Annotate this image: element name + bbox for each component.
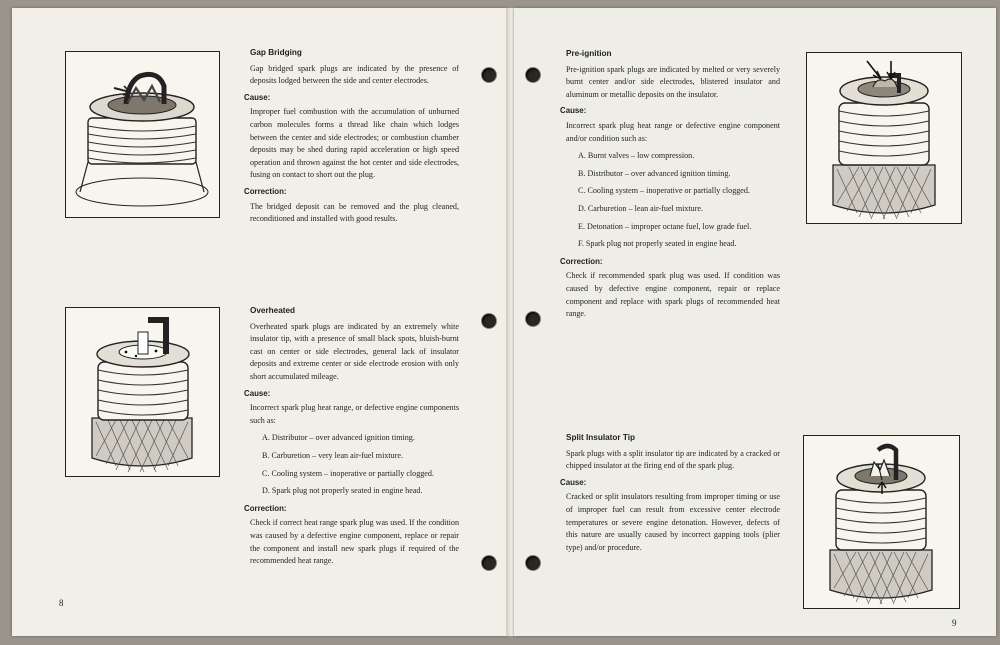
section-intro: Pre-ignition spark plugs are indicated by melted or very severely burnt center and/or side electrodes, blistered insulator and aluminum or metallic deposits on the insulator. (566, 64, 780, 99)
list-item: A. Distributor – over advanced ignition timing. (262, 433, 415, 443)
binder-hole (482, 314, 496, 328)
left-page (12, 8, 508, 636)
split-insulator-section (560, 432, 780, 556)
correction-text: Check if recommended spark plug was used. If condition was caused by defective engine component, repair or replace component and replace with spark plugs of recommended heat range. (566, 271, 780, 319)
section-intro: Overheated spark plugs are indicated by an extremely white insulator tip, with a presence of small black spots, bluish-burnt cast on center or side electrodes, general lack of insulator deposits and extreme center or side electrode erosion with only short accumulated mileage. (250, 321, 459, 381)
correction-text: Check if correct heat range spark plug was used. If the condition was caused by a defective engine component, replace or repair the component and install new spark plugs if required of the recommended heat range. (250, 518, 460, 566)
gap-bridging-figure (65, 51, 220, 218)
split-insulator-figure (803, 435, 960, 609)
correction-label: Correction: (244, 186, 287, 196)
cause-label: Cause: (560, 106, 587, 116)
spark-plug-icon (807, 53, 961, 223)
correction-label: Correction: (560, 256, 603, 266)
list-item: C. Cooling system – inoperative or partially clogged. (262, 468, 434, 478)
right-page (514, 8, 996, 636)
overheated-figure (65, 307, 220, 477)
cause-text: Improper fuel combustion with the accumulation of unburned carbon molecules forms a thread like chain which lodges between the center and side electrodes; or combustion chamber deposits may be shed during rapid acceleration or high speed operation and thrown against the hot center and side electrodes, fusing on contact to short out the plug. (250, 107, 459, 180)
page-number: 8 (59, 598, 64, 608)
overheated-section (244, 305, 460, 570)
list-item: A. Burnt valves – low compression. (578, 151, 695, 161)
cause-text: Incorrect spark plug heat range, or defective engine components such as: (250, 403, 459, 425)
list-item: B. Distributor – over advanced ignition timing. (578, 168, 731, 178)
correction-label: Correction: (244, 503, 287, 513)
cause-text: Cracked or split insulators resulting from improper timing or use of improper fuel can result from excessive center electrode temperatures or severe engine detonation. However, defects of this nature are usually caused by incorrect gapping tools (plier type) and/or procedure. (566, 492, 780, 552)
list-item: D. Spark plug not properly seated in engine head. (262, 486, 423, 496)
list-item: B. Carburetion – very lean air-fuel mixture. (262, 450, 403, 460)
section-title: Overheated (250, 306, 296, 315)
section-title: Pre-ignition (566, 49, 612, 58)
binder-hole (482, 556, 496, 570)
binder-hole (526, 312, 540, 326)
list-item: C. Cooling system – inoperative or partially clogged. (578, 186, 750, 196)
binder-hole (526, 556, 540, 570)
spark-plug-icon (804, 436, 959, 608)
gap-bridging-section (244, 47, 459, 228)
section-intro: Spark plugs with a split insulator tip are indicated by a cracked or chipped insulator at the firing end of the spark plug. (566, 448, 780, 471)
pre-ignition-section (560, 48, 780, 323)
list-item: E. Detonation – improper octane fuel, low grade fuel. (578, 221, 752, 231)
cause-text: Incorrect spark plug heat range or defective engine component and/or condition such as: (566, 120, 780, 143)
pre-ignition-figure (806, 52, 962, 224)
binder-hole (526, 68, 540, 82)
page-number: 9 (952, 618, 957, 628)
cause-label: Cause: (244, 388, 271, 398)
spark-plug-icon (66, 52, 219, 217)
cause-label: Cause: (244, 92, 271, 102)
cause-label: Cause: (560, 477, 587, 487)
spark-plug-icon (66, 308, 219, 476)
section-intro: Gap bridged spark plugs are indicated by the presence of deposits lodged between the side and center electrodes. (250, 63, 459, 86)
list-item: F. Spark plug not properly seated in engine head. (578, 239, 737, 249)
correction-text: The bridged deposit can be removed and the plug cleaned, reconditioned and installed with good results. (250, 201, 459, 224)
section-title: Gap Bridging (250, 48, 302, 57)
binder-hole (482, 68, 496, 82)
section-title: Split Insulator Tip (566, 433, 635, 442)
list-item: D. Carburetion – lean air-fuel mixture. (578, 203, 704, 213)
